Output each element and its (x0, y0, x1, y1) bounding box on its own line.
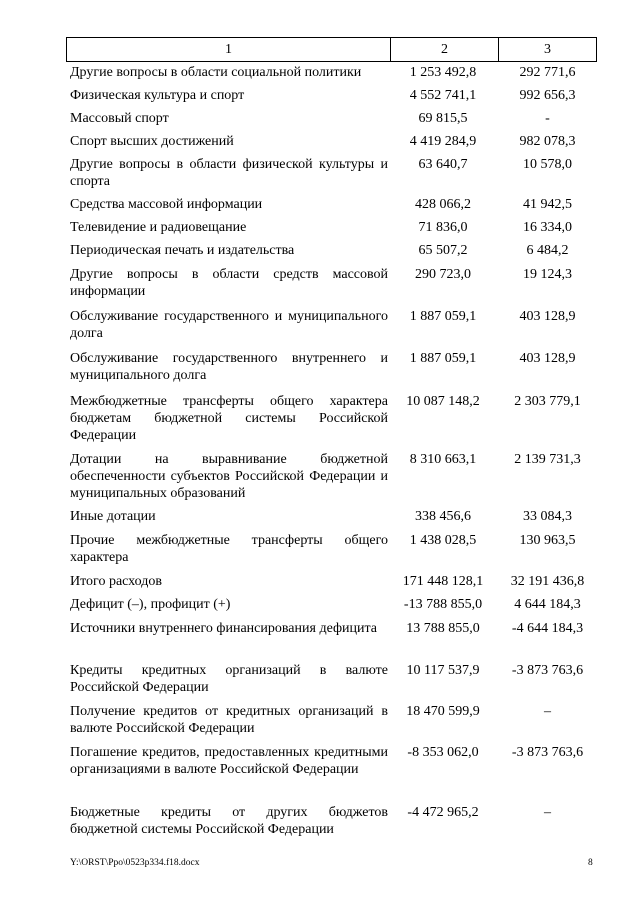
row-value-col-2: -4 472 965,2 (407, 805, 479, 820)
row-value-col-2: 171 448 128,1 (402, 574, 484, 589)
row-label: Иные дотации (70, 509, 156, 524)
table-row (66, 532, 597, 566)
row-label: Кредиты кредитных организаций в валюте Российской Федерации (70, 663, 388, 695)
row-label: Другие вопросы в области средств массовой информации (70, 267, 388, 299)
row-value-col-2: 1 438 028,5 (409, 533, 477, 548)
row-value-col-2: 1 887 059,1 (409, 309, 477, 324)
row-value-col-3: 130 963,5 (519, 533, 576, 548)
row-value-col-2: 65 507,2 (418, 243, 468, 258)
row-value-col-2: 338 456,6 (415, 509, 471, 524)
row-value-col-2: 8 310 663,1 (409, 452, 477, 467)
row-label: Итого расходов (70, 574, 162, 589)
row-value-col-3: 10 578,0 (523, 157, 572, 172)
table-row (66, 620, 597, 637)
header-col-2: 2 (391, 38, 499, 61)
row-label: Дефицит (–), профицит (+) (70, 597, 231, 612)
row-value-col-3: -3 873 763,6 (511, 745, 584, 760)
table-row (66, 196, 597, 213)
table-row (66, 804, 597, 838)
table-row (66, 110, 597, 127)
row-value-col-3: 992 656,3 (519, 88, 576, 103)
row-value-col-3: 2 139 731,3 (514, 452, 581, 467)
row-value-col-2: 428 066,2 (415, 197, 471, 212)
row-value-col-2: 10 087 148,2 (406, 394, 480, 409)
row-label: Другие вопросы в области физической культуры и спорта (70, 157, 388, 189)
table-row (66, 87, 597, 104)
row-value-col-2: 4 552 741,1 (409, 88, 477, 103)
row-label: Физическая культура и спорт (70, 88, 245, 103)
row-value-col-3: -3 873 763,6 (511, 663, 584, 678)
row-label: Погашение кредитов, предоставленных кредитными организациями в валюте Российской Федерации (70, 745, 388, 777)
table-row (66, 156, 597, 190)
row-value-col-3: 292 771,6 (519, 65, 576, 80)
table-row (66, 219, 597, 236)
row-value-col-3: 403 128,9 (519, 309, 576, 324)
row-label: Другие вопросы в области социальной политики (70, 65, 362, 80)
row-value-col-3: 32 191 436,8 (510, 574, 585, 589)
row-label: Межбюджетные трансферты общего характера бюджетам бюджетной системы Российской Федерации (70, 394, 388, 443)
row-value-col-2: 290 723,0 (415, 267, 471, 282)
row-value-col-3: 41 942,5 (523, 197, 572, 212)
row-label: Периодическая печать и издательства (70, 243, 295, 258)
row-value-col-2: -13 788 855,0 (403, 597, 483, 612)
table-row (66, 662, 597, 696)
table-header (66, 37, 597, 62)
row-value-col-3: - (545, 111, 550, 126)
row-value-col-2: 63 640,7 (418, 157, 468, 172)
row-label: Средства массовой информации (70, 197, 263, 212)
row-value-col-2: 71 836,0 (418, 220, 468, 235)
row-value-col-2: 1 887 059,1 (409, 351, 477, 366)
table-row (66, 266, 597, 300)
row-value-col-2: 18 470 599,9 (406, 704, 480, 719)
table-row (66, 573, 597, 590)
row-value-col-3: 2 303 779,1 (514, 394, 581, 409)
row-value-col-3: 4 644 184,3 (514, 597, 581, 612)
header-col-1: 1 (67, 38, 391, 61)
row-value-col-2: 10 117 537,9 (406, 663, 480, 678)
table-row (66, 744, 597, 778)
row-value-col-3: 982 078,3 (519, 134, 576, 149)
row-value-col-3: -4 644 184,3 (511, 621, 584, 636)
row-label: Источники внутреннего финансирования дефицита (70, 621, 378, 636)
table-row (66, 508, 597, 525)
table-row (66, 393, 597, 444)
row-label: Дотации на выравнивание бюджетной обеспеченности субъектов Российской Федерации и муниципальных образований (70, 452, 388, 501)
row-label: Получение кредитов от кредитных организаций в валюте Российской Федерации (70, 704, 388, 736)
row-value-col-2: 69 815,5 (418, 111, 468, 126)
row-value-col-3: – (544, 704, 551, 719)
row-value-col-2: 13 788 855,0 (406, 621, 480, 636)
row-label: Массовый спорт (70, 111, 169, 126)
footer-page-number: 8 (588, 858, 593, 868)
row-label: Обслуживание государственного и муниципального долга (70, 309, 388, 341)
row-value-col-2: 1 253 492,8 (409, 65, 477, 80)
row-label: Бюджетные кредиты от других бюджетов бюджетной системы Российской Федерации (70, 805, 388, 837)
table-row (66, 703, 597, 737)
table-row (66, 308, 597, 342)
row-label: Спорт высших достижений (70, 134, 234, 149)
row-value-col-2: 4 419 284,9 (409, 134, 477, 149)
row-label: Обслуживание государственного внутреннего и муниципального долга (70, 351, 388, 383)
row-value-col-3: 403 128,9 (519, 351, 576, 366)
footer-file-path: Y:\ORST\Ppo\0523p334.f18.docx (70, 858, 200, 868)
header-col-3: 3 (544, 42, 551, 57)
table-row (66, 350, 597, 384)
row-value-col-3: – (544, 805, 551, 820)
row-value-col-3: 33 084,3 (523, 509, 572, 524)
table-row (66, 64, 597, 81)
row-value-col-3: 6 484,2 (526, 243, 569, 258)
table-row (66, 596, 597, 613)
row-value-col-3: 16 334,0 (523, 220, 572, 235)
table-row (66, 242, 597, 259)
row-value-col-2: -8 353 062,0 (407, 745, 479, 760)
table-row (66, 133, 597, 150)
row-value-col-3: 19 124,3 (523, 267, 572, 282)
table-row (66, 451, 597, 502)
row-label: Прочие межбюджетные трансферты общего характера (70, 533, 388, 565)
row-label: Телевидение и радиовещание (70, 220, 247, 235)
